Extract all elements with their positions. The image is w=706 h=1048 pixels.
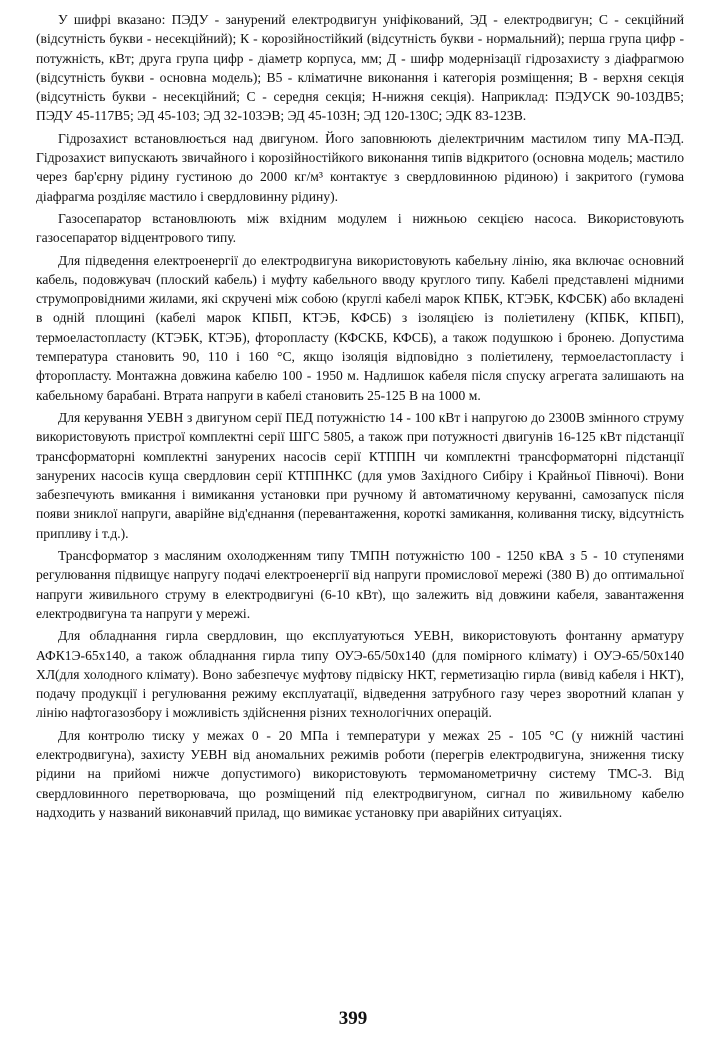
paragraph-transformer: Трансформатор з масляним охолодженням типу ТМПН потужністю 100 - 1250 кВА з 5 - 10 ступенями регулювання підвищує напругу подачі електроенергії від напруги промислової мережі (380 В) до оптимальної напруги живильного струму в електродвигуні (6-10 кВт), що залежить від довжини кабеля, завантаження електродвигуна та напруги у мережі. (36, 548, 684, 621)
paragraph-wellhead-equipment: Для обладнання гирла свердловин, що експлуатуються УЕВН, використовують фонтанну арматуру АФК1Э-65х140, а також обладнання гирла типу ОУЭ-65/50х140 (для помірного клімату) і ОУЭ-65/50х140 ХЛ(для холодного клімату). Воно забезпечує муфтову підвіску НКТ, герметизацію гирла (вивід кабеля і НКТ), подачу продукції і регулювання режиму експлуатації, відведення затрубного газу через зворотний клапан у лінію нафтогазозбору і можливість здійснення різних технологічних операцій. (36, 628, 684, 721)
paragraph-control-devices: Для керування УЕВН з двигуном серії ПЕД потужністю 14 - 100 кВт і напругою до 2300В змінного струму використовують пристрої комплектні серії ШГС 5805, а також при потужності двигунів 16-125 кВт підстанції трансформаторні комплектні занурених насосів серії КТППН чи комплектні трансформаторні підстанції занурених насосів куща свердловин серії КТППНКС (для умов Західного Сибіру і Крайньої Півночі). Вони забезпечують вмикання і вимикання установки при ручному й автоматичному керуванні, самозапуск після появи зниклої напруги, аварійне від'єднання (перевантаження, короткі замикання, коливання тиску, відсутність припливу і т.д.). (36, 409, 684, 541)
document-page (36, 10, 684, 1010)
page-number: 399 (338, 1008, 368, 1029)
paragraph-gas-separator: Газосепаратор встановлюють між вхідним модулем і нижньою секцією насоса. Використовують газосепаратор відцентрового типу. (36, 210, 684, 246)
paragraph-hydroprotection: Гідрозахист встановлюється над двигуном. Його заповнюють діелектричним мастилом типу МА-ПЭД. Гідрозахист випускають звичайного і корозійностійкого виконання типів відкритого (основна модель; мастило через бар'єрну рідину густиною до 2000 кг/м³ контактує з свердловинною рідиною) і закритого (гумова діафрагма розділяє мастило і свердловинну рідину). (36, 130, 684, 204)
paragraph-cable-line: Для підведення електроенергії до електродвигуна використовують кабельну лінію, яка включає основний кабель, подовжувач (плоский кабель) і муфту кабельного вводу круглого типу. Кабелі представлені мідними струмопровідними жилами, які скручені між собою (круглі кабелі марок КПБК, КТЭБК, КФСБК) або вкладені в одній площині (кабелі марок КПБП, КТЭБ, КФСБ) з ізоляцією із поліетилену (КПБК, КПБП), термоеластопласту (КТЭБК, КТЭБ), фторопласту (КФСКБ, КФСБ), а також подушкою і бронею. Допустима температура становить 90, 110 і 160 °С, якщо ізоляція відповідно з поліетилену, термоеластопласту і фторопласту. Монтажна довжина кабелю 100 - 1950 м. Надлишок кабеля після спуску агрегата залишають на кабельному барабані. Втрата напруги в кабелі становить 25-125 В на 1000 м. (36, 252, 684, 403)
paragraph-motor-code: У шифрі вказано: ПЭДУ - занурений електродвигун уніфікований, ЭД - електродвигун; С - секційний (відсутність букви - несекційний); К - корозійностійкий (відсутність букви - нормальний); перша група цифр - потужність, кВт; друга група цифр - діаметр корпуса, мм; Д - шифр модернізації гідрозахисту з діафрагмою (відсутність букви - основна модель); В5 - кліматичне виконання і категорія розміщення; В - верхня секція (відсутність букви - несекційний; С - середня секція; Н-нижня секція). Наприклад: ПЭДУСК 90-103ДВ5; ПЭДУ 45-117В5; ЭД 45-103; ЭД 32-103ЭВ; ЭД 45-103Н; ЭД 120-130С; ЭДК 83-123В. (36, 12, 684, 124)
paragraph-monitoring-system: Для контролю тиску у межах 0 - 20 МПа і температури у межах 25 - 105 °С (у нижній частині електродвигуна), захисту УЕВН від аномальних режимів роботи (перегрів електродвигуна, зниження тиску рідини на прийомі нижче допустимого) використовують термоманометричну систему ТМС-3. Від свердловинного перетворювача, що розміщений під електродвигуном, сигнал по живильному кабелю надходить у названий виконавчий прилад, що вимикає установку при аварійних ситуаціях. (36, 727, 684, 820)
